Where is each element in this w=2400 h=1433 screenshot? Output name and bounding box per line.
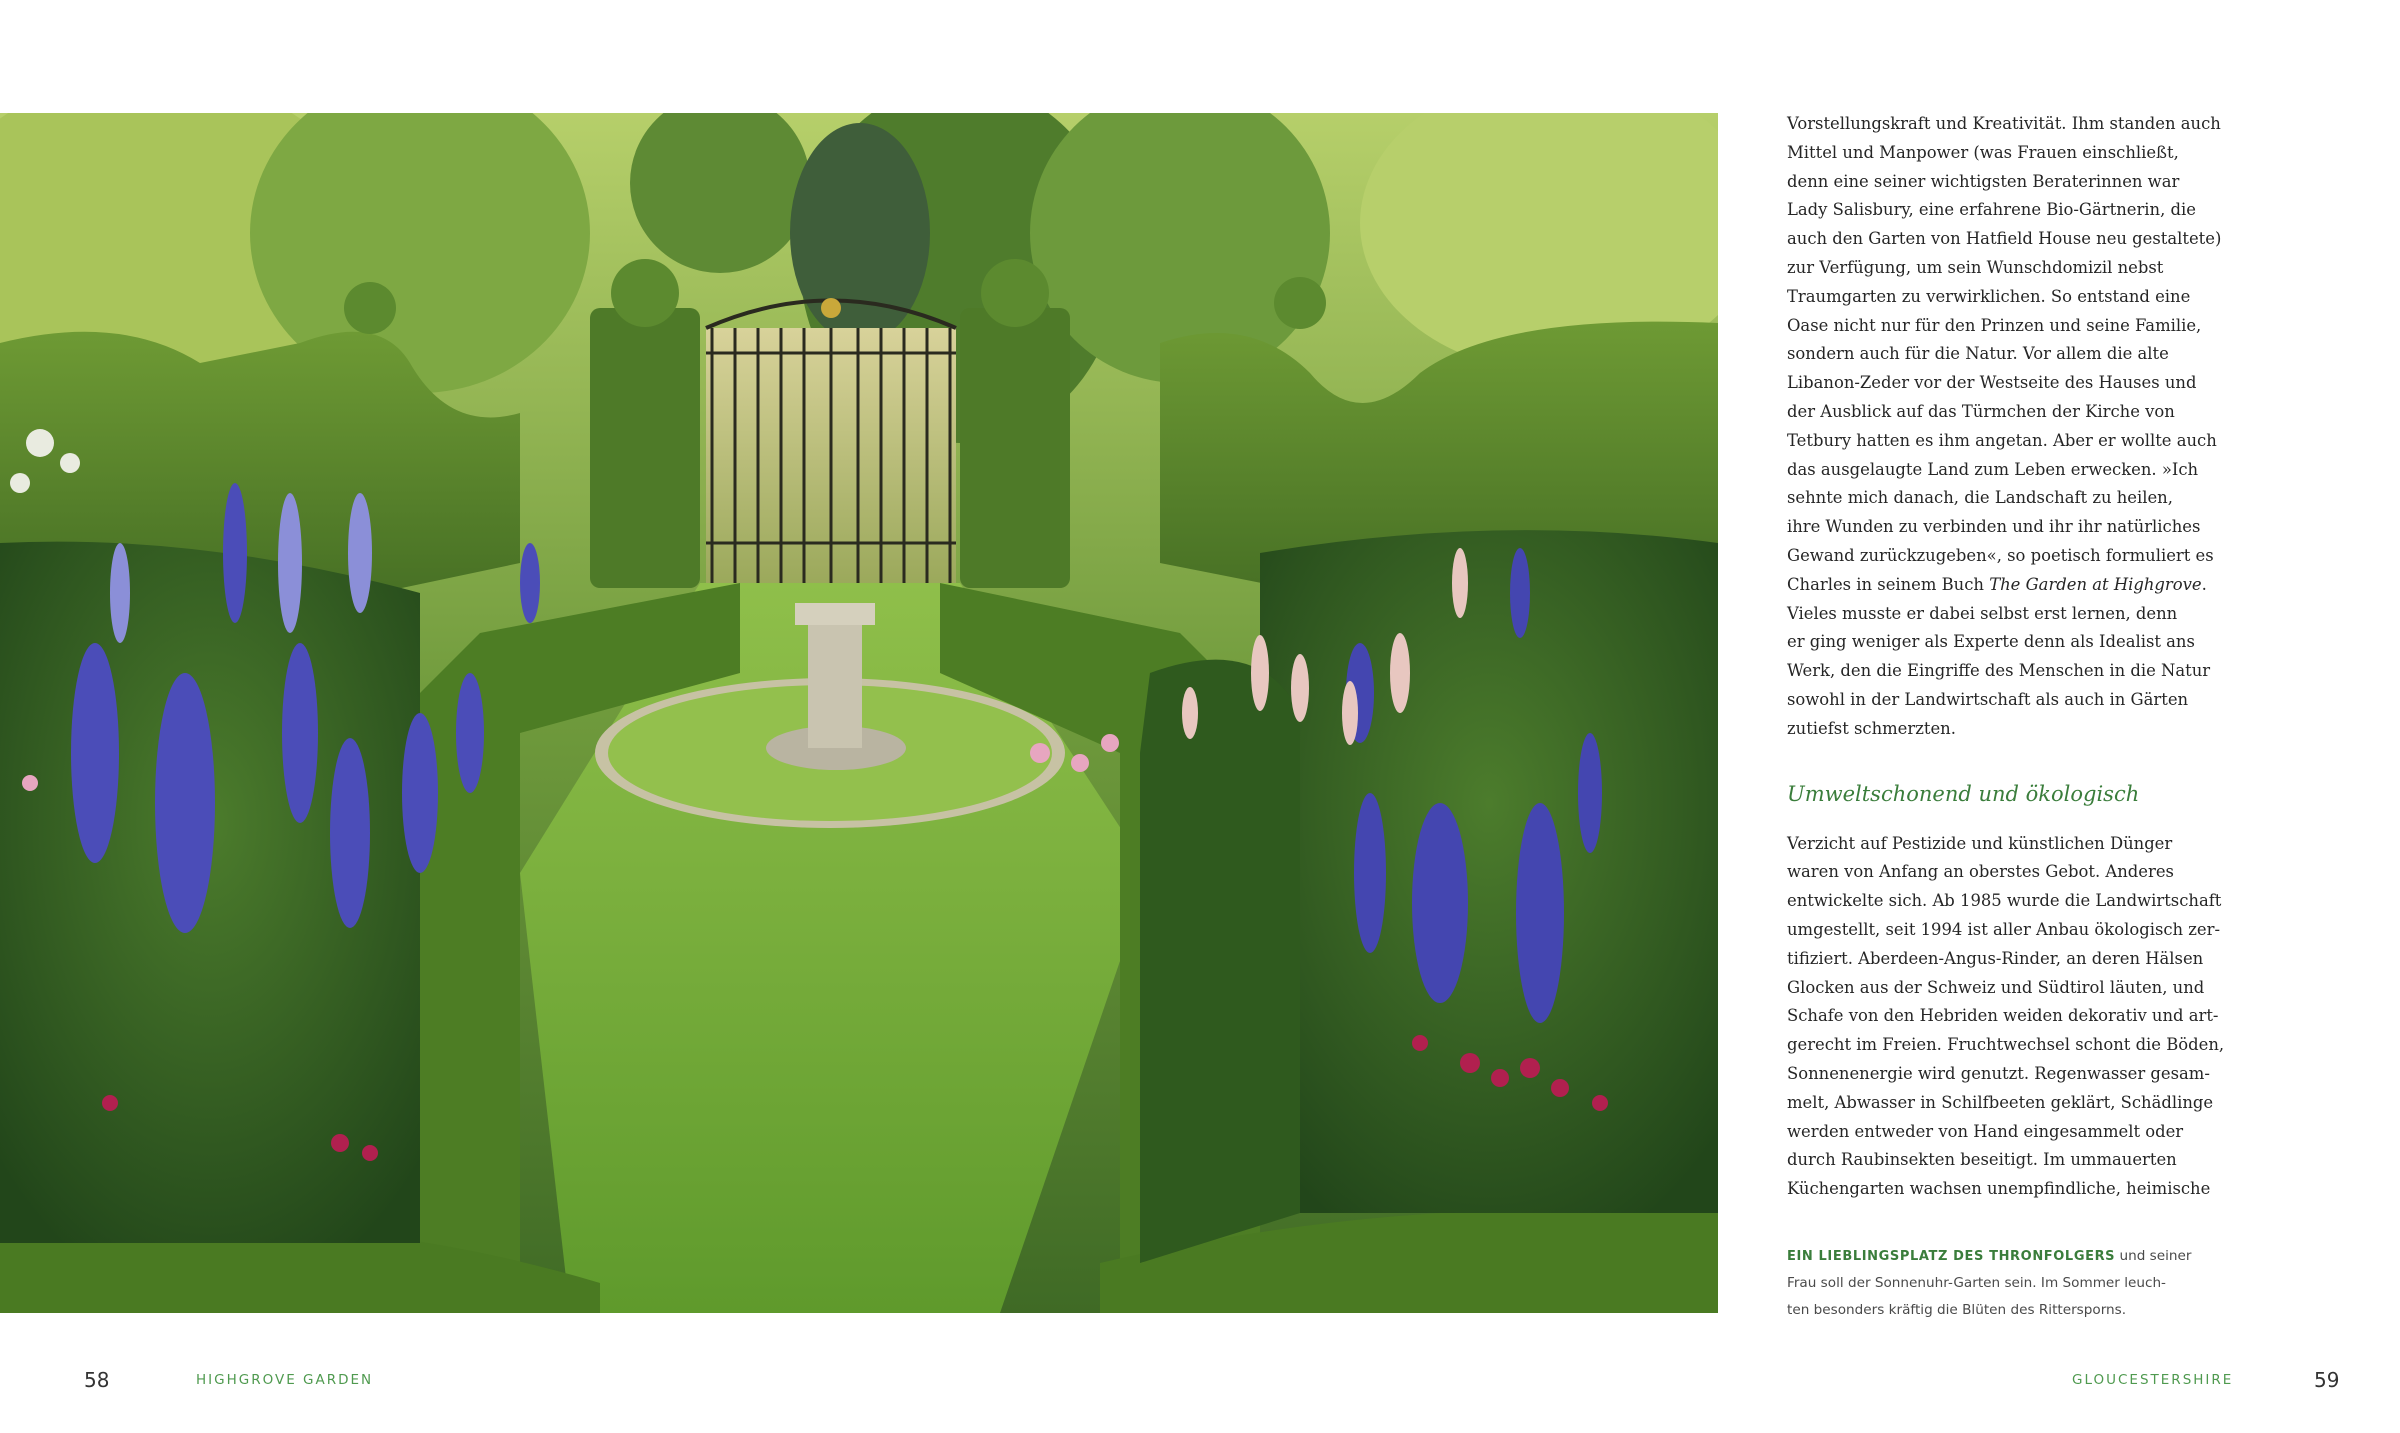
caption-line-3: ten besonders kräftig die Blüten des Rittersporns. bbox=[1787, 1302, 2127, 1318]
photo-caption bbox=[1787, 1243, 2227, 1324]
text-line: Sonnenenergie wird genutzt. Regenwasser gesam- bbox=[1787, 1063, 2210, 1083]
text-line: Vorstellungskraft und Kreativität. Ihm standen auch bbox=[1787, 114, 2221, 133]
text-line: Oase nicht nur für den Prinzen und seine Familie, bbox=[1787, 315, 2202, 335]
text-line: auch den Garten von Hatfield House neu gestaltete) bbox=[1787, 229, 2222, 249]
text-line: Tetbury hatten es ihm angetan. Aber er wollte auch bbox=[1787, 430, 2217, 450]
left-page-number: 58 bbox=[84, 1368, 110, 1392]
garden-photo bbox=[0, 113, 1718, 1313]
text-line: Mittel und Manpower (was Frauen einschließt, bbox=[1787, 142, 2179, 162]
text-line: das ausgelaugte Land zum Leben erwecken. »Ich bbox=[1787, 459, 2199, 479]
text-line: er ging weniger als Experte denn als Idealist ans bbox=[1787, 632, 2195, 652]
right-page-number: 59 bbox=[2314, 1368, 2340, 1392]
text-line: durch Raubinsekten beseitigt. Im ummauerten bbox=[1787, 1150, 2177, 1170]
book-line-after: . bbox=[2201, 574, 2207, 594]
book-line-before: Charles in seinem Buch bbox=[1787, 574, 1990, 594]
text-line: waren von Anfang an oberstes Gebot. Anderes bbox=[1787, 862, 2174, 882]
body-paragraph-2 bbox=[1787, 830, 2223, 1204]
text-line: Lady Salisbury, eine erfahrene Bio-Gärtnerin, die bbox=[1787, 200, 2196, 220]
text-line: tifiziert. Aberdeen-Angus-Rinder, an deren Hälsen bbox=[1787, 948, 2204, 968]
book-title: The Garden at Highgrove bbox=[1989, 574, 2202, 594]
left-running-head: HIGHGROVE GARDEN bbox=[196, 1372, 374, 1388]
text-line: Werk, den die Eingriffe des Menschen in die Natur bbox=[1787, 661, 2211, 681]
text-line: sondern auch für die Natur. Vor allem die alte bbox=[1787, 344, 2169, 364]
text-line-book-title bbox=[1787, 571, 2223, 600]
text-line: entwickelte sich. Ab 1985 wurde die Landwirtschaft bbox=[1787, 891, 2222, 911]
text-line: Gewand zurückzugeben«, so poetisch formuliert es bbox=[1787, 545, 2214, 565]
garden-photo-illustration bbox=[0, 113, 1718, 1313]
body-paragraph-1 bbox=[1787, 110, 2223, 744]
text-line: Traumgarten zu verwirklichen. So entstand eine bbox=[1787, 286, 2191, 306]
text-line: sowohl in der Landwirtschaft als auch in Gärten bbox=[1787, 689, 2189, 709]
text-line: denn eine seiner wichtigsten Beraterinnen war bbox=[1787, 171, 2180, 191]
text-line: Vieles musste er dabei selbst erst lernen, denn bbox=[1787, 603, 2178, 623]
text-line: zutiefst schmerzten. bbox=[1787, 718, 1956, 738]
text-line: melt, Abwasser in Schilfbeeten geklärt, Schädlinge bbox=[1787, 1092, 2214, 1112]
text-line: Schafe von den Hebriden weiden dekorativ und art- bbox=[1787, 1006, 2219, 1026]
text-line: Glocken aus der Schweiz und Südtirol läuten, und bbox=[1787, 977, 2205, 997]
text-line: gerecht im Freien. Fruchtwechsel schont die Böden, bbox=[1787, 1035, 2225, 1055]
caption-line-2: Frau soll der Sonnenuhr-Garten sein. Im Sommer leuch- bbox=[1787, 1275, 2166, 1291]
text-line: Küchengarten wachsen unempfindliche, heimische bbox=[1787, 1179, 2211, 1199]
text-column bbox=[1787, 110, 2223, 1204]
right-running-head: GLOUCESTERSHIRE bbox=[2072, 1372, 2234, 1388]
caption-line-1 bbox=[1787, 1243, 2227, 1270]
text-line: zur Verfügung, um sein Wunschdomizil nebst bbox=[1787, 257, 2164, 277]
text-line: ihre Wunden zu verbinden und ihr ihr natürliches bbox=[1787, 517, 2201, 537]
text-line: Libanon-Zeder vor der Westseite des Hauses und bbox=[1787, 373, 2197, 393]
caption-lead: EIN LIEBLINGSPLATZ DES THRONFOLGERS bbox=[1787, 1249, 2116, 1264]
text-line: werden entweder von Hand eingesammelt oder bbox=[1787, 1121, 2184, 1141]
text-line: Verzicht auf Pestizide und künstlichen Dünger bbox=[1787, 833, 2173, 853]
text-line: sehnte mich danach, die Landschaft zu heilen, bbox=[1787, 488, 2173, 508]
section-heading: Umweltschonend und ökologisch bbox=[1787, 781, 2140, 806]
text-line: der Ausblick auf das Türmchen der Kirche von bbox=[1787, 401, 2175, 421]
text-line: umgestellt, seit 1994 ist aller Anbau ökologisch zer- bbox=[1787, 919, 2221, 939]
caption-line-1-rest: und seiner bbox=[2115, 1248, 2192, 1264]
